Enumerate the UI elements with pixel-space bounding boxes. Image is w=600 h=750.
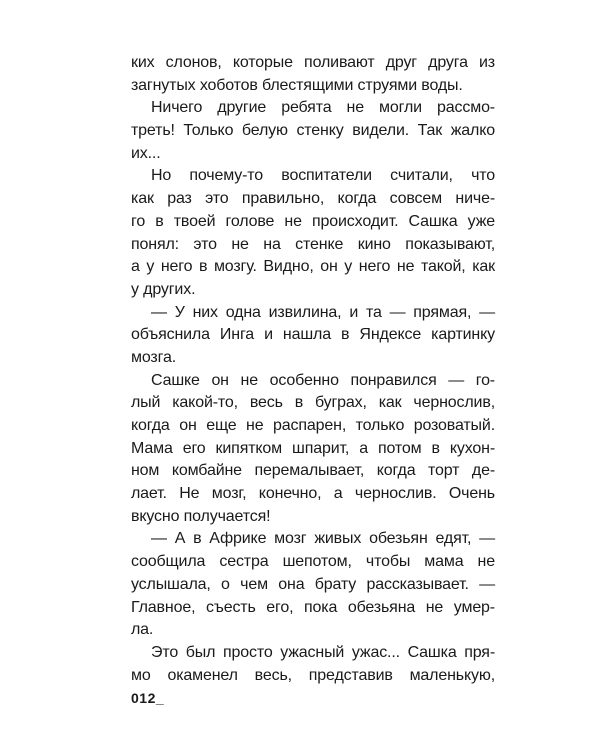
text-line: как раз это правильно, когда совсем ниче- bbox=[131, 190, 495, 208]
text-line: ном комбайне перемалывает, когда торт де- bbox=[131, 462, 495, 480]
text-line: Ничего другие ребята не могли рассмо- bbox=[151, 99, 495, 117]
text-line: объяснила Инга и нашла в Яндексе картинку bbox=[131, 326, 495, 344]
text-line: Это был просто ужасный ужас... Сашка пря- bbox=[151, 643, 495, 661]
text-line: Главное, съесть его, пока обезьяна не умер- bbox=[131, 598, 495, 616]
text-line: Сашке он не особенно понравился — го- bbox=[151, 371, 495, 389]
text-line: вкусно получается! bbox=[131, 507, 271, 525]
text-line: мозга. bbox=[131, 348, 176, 366]
text-line: у других. bbox=[131, 280, 196, 298]
text-line: лает. Не мозг, конечно, а чернослив. Очень bbox=[131, 485, 495, 503]
text-line: Мама его кипятком шпарит, а потом в кухон- bbox=[131, 439, 495, 457]
text-line: треть! Только белую стенку видели. Так жалко bbox=[131, 122, 495, 140]
text-line: когда он еще не распарен, только розоватый. bbox=[131, 417, 495, 434]
text-line: ких слонов, которые поливают друг друга из bbox=[131, 54, 495, 71]
page-number: 012_ bbox=[131, 690, 165, 706]
text-line: Но почему-то воспитатели считали, что bbox=[151, 167, 495, 185]
text-line: го в твоей голове не происходит. Сашка уже bbox=[131, 212, 495, 230]
text-line: услышала, о чем она брату рассказывает. — bbox=[131, 575, 495, 593]
text-line: мо окаменел весь, представив маленькую, bbox=[131, 666, 495, 684]
text-line: загнутых хоботов блестящими струями воды. bbox=[131, 76, 463, 94]
text-line: лый какой-то, весь в буграх, как чернослив, bbox=[131, 394, 495, 412]
text-line: понял: это не на стенке кино показывают, bbox=[131, 235, 495, 253]
body-text bbox=[131, 52, 495, 687]
text-line: сообщила сестра шепотом, чтобы мама не bbox=[131, 553, 495, 571]
text-line: — У них одна извилина, и та — прямая, — bbox=[151, 303, 495, 321]
text-line: — А в Африке мозг живых обезьян едят, — bbox=[151, 530, 495, 548]
text-line: их... bbox=[131, 144, 161, 162]
text-line: ла. bbox=[131, 621, 154, 639]
text-line: а у него в мозгу. Видно, он у него не такой, как bbox=[131, 258, 495, 276]
